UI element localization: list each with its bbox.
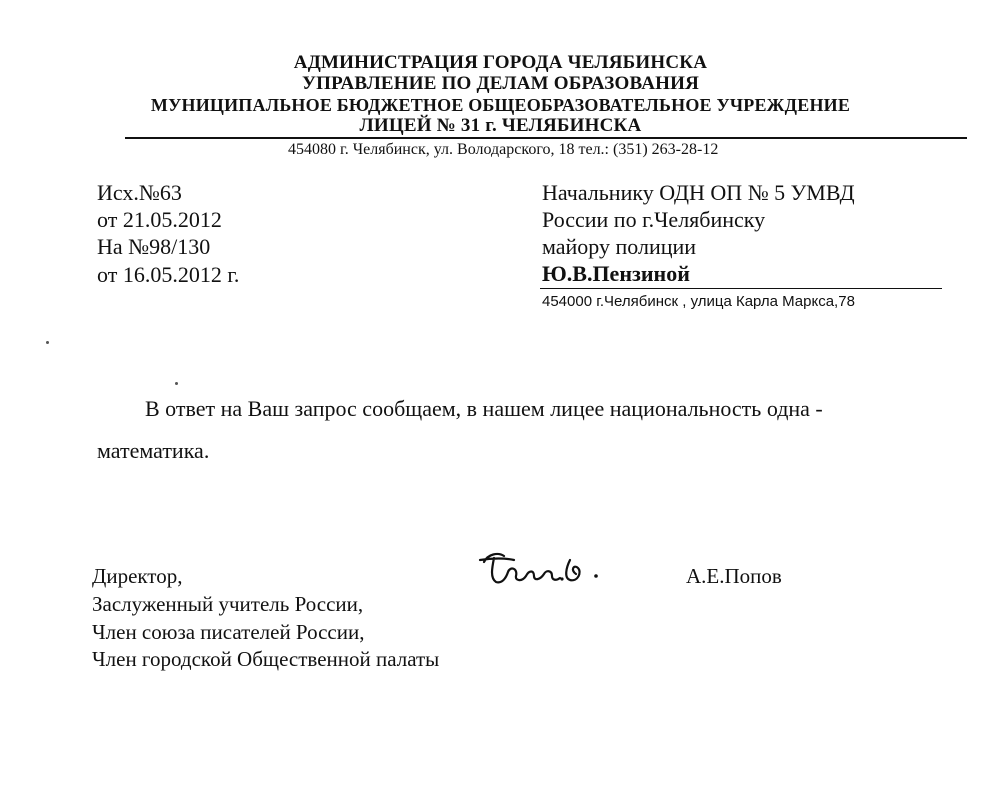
recipient-address: 454000 г.Челябинск , улица Карла Маркса,78 — [542, 293, 855, 310]
reply-to-date: от 16.05.2012 г. — [97, 262, 240, 287]
recipient-line-3: майору полиции — [542, 234, 697, 259]
body-line-1: В ответ на Ваш запрос сообщаем, в нашем лицее национальность одна - — [145, 396, 823, 421]
reply-to-number: На №98/130 — [97, 234, 211, 259]
signer-title-4: Член городской Общественной палаты — [92, 647, 440, 671]
letterhead-line-4: ЛИЦЕЙ № 31 г. ЧЕЛЯБИНСКА — [359, 115, 642, 136]
signer-title-1: Директор, — [92, 564, 183, 588]
handwritten-signature — [474, 548, 609, 590]
outgoing-number: Исх.№63 — [97, 180, 182, 205]
letterhead-line-3: МУНИЦИПАЛЬНОЕ БЮДЖЕТНОЕ ОБЩЕОБРАЗОВАТЕЛЬНОЕ УЧРЕЖДЕНИЕ — [150, 95, 851, 115]
signer-title-2: Заслуженный учитель России, — [92, 592, 364, 616]
paper-speck — [175, 382, 178, 385]
letterhead-line-2: УПРАВЛЕНИЕ ПО ДЕЛАМ ОБРАЗОВАНИЯ — [302, 73, 699, 94]
paper-speck — [46, 341, 49, 344]
signer-title-3: Член союза писателей России, — [92, 620, 365, 644]
letterhead-address: 454080 г. Челябинск, ул. Володарского, 18 тел.: (351) 263-28-12 — [288, 141, 719, 158]
letterhead-rule-thick — [125, 137, 967, 139]
letterhead-line-1: АДМИНИСТРАЦИЯ ГОРОДА ЧЕЛЯБИНСКА — [293, 52, 708, 73]
outgoing-date: от 21.05.2012 — [97, 207, 222, 232]
recipient-line-2: России по г.Челябинску — [542, 207, 766, 232]
recipient-name: Ю.В.Пензиной — [542, 261, 690, 286]
recipient-line-1: Начальнику ОДН ОП № 5 УМВД — [542, 180, 855, 205]
body-line-2: математика. — [97, 438, 210, 463]
recipient-address-rule — [540, 288, 942, 289]
signer-name: А.Е.Попов — [686, 564, 782, 588]
